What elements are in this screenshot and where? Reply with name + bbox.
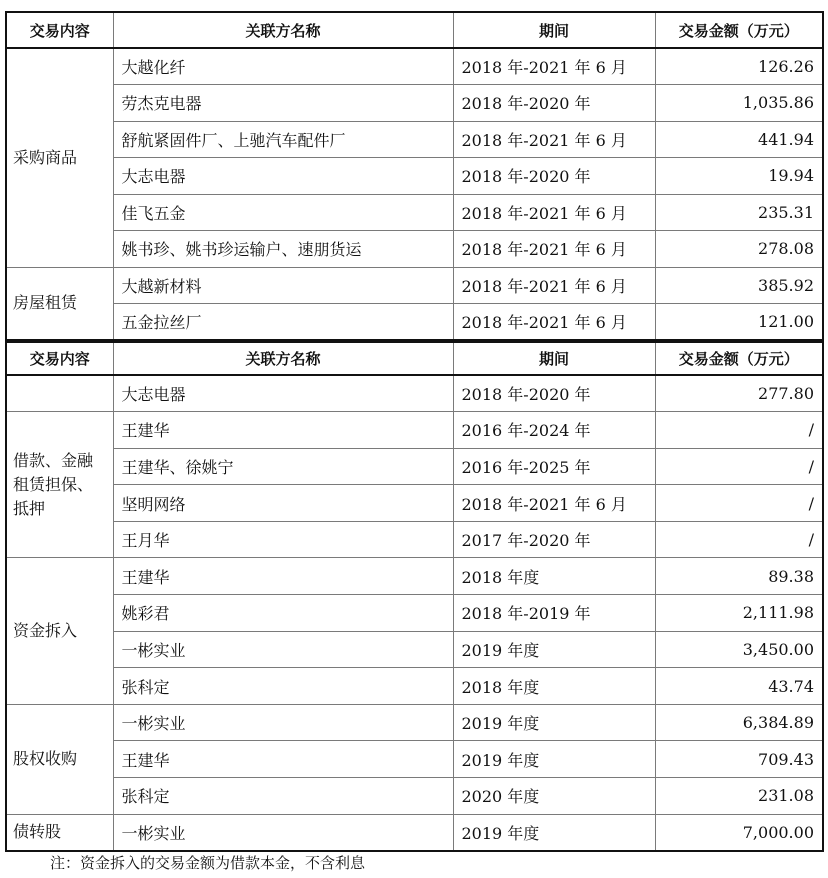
party-cell: 舒航紧固件厂、上驰汽车配件厂: [113, 121, 453, 158]
amount-cell: 441.94: [655, 121, 823, 158]
amount-cell: 121.00: [655, 304, 823, 341]
party-cell: 姚书珍、姚书珍运输户、速朋货运: [113, 231, 453, 268]
table-row: [6, 521, 823, 558]
period-cell: 2020 年度: [453, 778, 655, 815]
period-cell: 2018 年-2020 年: [453, 85, 655, 122]
table-row: [6, 668, 823, 705]
party-cell: 大越化纤: [113, 48, 453, 85]
amount-cell: 43.74: [655, 668, 823, 705]
party-cell: 王建华: [113, 412, 453, 449]
header-amount: 交易金额（万元）: [655, 342, 823, 375]
table-row: [6, 631, 823, 668]
period-cell: 2018 年-2021 年 6 月: [453, 194, 655, 231]
table-row: [6, 121, 823, 158]
header-period: 期间: [453, 12, 655, 48]
table-row: [6, 485, 823, 522]
period-cell: 2019 年度: [453, 814, 655, 851]
period-cell: 2018 年度: [453, 668, 655, 705]
table-row: [6, 304, 823, 341]
period-cell: 2018 年-2021 年 6 月: [453, 231, 655, 268]
amount-cell: 709.43: [655, 741, 823, 778]
table-row: [6, 741, 823, 778]
amount-cell: 231.08: [655, 778, 823, 815]
period-cell: 2016 年-2024 年: [453, 412, 655, 449]
party-cell: 王建华: [113, 741, 453, 778]
footnote: 注：资金拆入的交易金额为借款本金，不含利息: [50, 854, 366, 872]
period-cell: 2019 年度: [453, 631, 655, 668]
party-cell: 劳杰克电器: [113, 85, 453, 122]
related-transactions-table-1: [5, 11, 824, 341]
party-cell: 一彬实业: [113, 631, 453, 668]
period-cell: 2018 年-2021 年 6 月: [453, 121, 655, 158]
header-amount: 交易金额（万元）: [655, 12, 823, 48]
table-row: [6, 158, 823, 195]
table-row: [6, 85, 823, 122]
amount-cell: /: [655, 412, 823, 449]
header-period: 期间: [453, 342, 655, 375]
amount-cell: 6,384.89: [655, 704, 823, 741]
table-row: [6, 412, 823, 449]
period-cell: 2018 年-2020 年: [453, 375, 655, 412]
amount-cell: 3,450.00: [655, 631, 823, 668]
amount-cell: 2,111.98: [655, 595, 823, 632]
header-party-name: 关联方名称: [113, 342, 453, 375]
party-cell: 五金拉丝厂: [113, 304, 453, 341]
table-row: [6, 558, 823, 595]
table-row: [6, 48, 823, 85]
table-row: [6, 448, 823, 485]
period-cell: 2018 年-2019 年: [453, 595, 655, 632]
period-cell: 2018 年-2021 年 6 月: [453, 267, 655, 304]
period-cell: 2019 年度: [453, 704, 655, 741]
period-cell: 2019 年度: [453, 741, 655, 778]
header-party-name: 关联方名称: [113, 12, 453, 48]
header-row: [6, 12, 823, 48]
party-cell: 一彬实业: [113, 814, 453, 851]
amount-cell: 277.80: [655, 375, 823, 412]
party-cell: 一彬实业: [113, 704, 453, 741]
period-cell: 2016 年-2025 年: [453, 448, 655, 485]
amount-cell: /: [655, 448, 823, 485]
header-row: [6, 342, 823, 375]
table-row: [6, 267, 823, 304]
category-cell: 股权收购: [6, 704, 113, 814]
category-cell: 房屋租赁: [6, 267, 113, 340]
amount-cell: 89.38: [655, 558, 823, 595]
table-row: [6, 375, 823, 412]
header-transaction-content: 交易内容: [6, 12, 113, 48]
category-cell: 借款、金融租赁担保、抵押: [6, 412, 113, 558]
amount-cell: 7,000.00: [655, 814, 823, 851]
amount-cell: 126.26: [655, 48, 823, 85]
party-cell: 王建华: [113, 558, 453, 595]
table-row: [6, 595, 823, 632]
party-cell: 姚彩君: [113, 595, 453, 632]
party-cell: 王建华、徐姚宁: [113, 448, 453, 485]
period-cell: 2018 年-2020 年: [453, 158, 655, 195]
category-cell: [6, 375, 113, 412]
table-1-body: [6, 48, 823, 340]
category-cell: 资金拆入: [6, 558, 113, 704]
party-cell: 张科定: [113, 668, 453, 705]
party-cell: 坚明网络: [113, 485, 453, 522]
table-row: [6, 778, 823, 815]
header-transaction-content: 交易内容: [6, 342, 113, 375]
party-cell: 佳飞五金: [113, 194, 453, 231]
category-cell: 采购商品: [6, 48, 113, 267]
party-cell: 大志电器: [113, 158, 453, 195]
period-cell: 2018 年-2021 年 6 月: [453, 304, 655, 341]
party-cell: 大志电器: [113, 375, 453, 412]
amount-cell: 1,035.86: [655, 85, 823, 122]
amount-cell: 19.94: [655, 158, 823, 195]
category-cell: 债转股: [6, 814, 113, 851]
table-2-body: [6, 375, 823, 851]
amount-cell: /: [655, 485, 823, 522]
table-row: [6, 194, 823, 231]
amount-cell: 278.08: [655, 231, 823, 268]
amount-cell: 385.92: [655, 267, 823, 304]
party-cell: 张科定: [113, 778, 453, 815]
amount-cell: 235.31: [655, 194, 823, 231]
table-row: [6, 231, 823, 268]
period-cell: 2018 年-2021 年 6 月: [453, 485, 655, 522]
table-row: [6, 704, 823, 741]
table-row: [6, 814, 823, 851]
amount-cell: /: [655, 521, 823, 558]
period-cell: 2017 年-2020 年: [453, 521, 655, 558]
related-transactions-table-2: [5, 341, 824, 852]
party-cell: 大越新材料: [113, 267, 453, 304]
period-cell: 2018 年-2021 年 6 月: [453, 48, 655, 85]
period-cell: 2018 年度: [453, 558, 655, 595]
party-cell: 王月华: [113, 521, 453, 558]
